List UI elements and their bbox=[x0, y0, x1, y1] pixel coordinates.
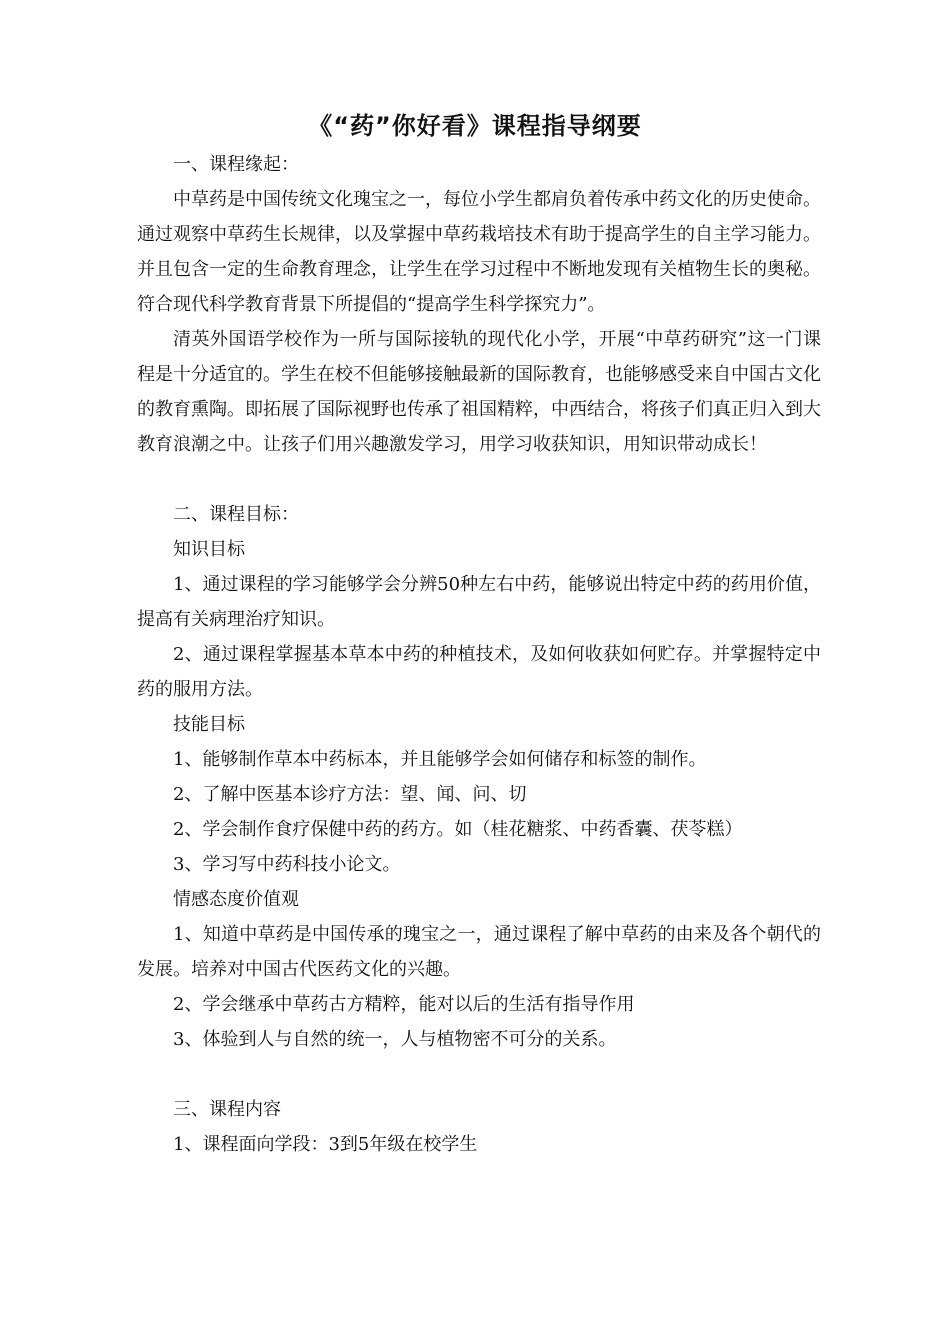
list-item: 1、通过课程的学习能够学会分辨50种左右中药，能够说出特定中药的药用价值，提高有关病理治疗知识。 bbox=[137, 574, 821, 630]
list-item: 3、学习写中药科技小论文。 bbox=[173, 854, 401, 875]
list-item: 2、学会继承中草药古方精粹，能对以后的生活有指导作用 bbox=[173, 994, 635, 1015]
list-item: 3、体验到人与自然的统一，人与植物密不可分的关系。 bbox=[173, 1029, 617, 1050]
section-heading-goals: 二、课程目标： bbox=[173, 504, 299, 525]
subheading-knowledge-goals: 知识目标 bbox=[173, 539, 245, 560]
subheading-emotion-values: 情感态度价值观 bbox=[173, 889, 299, 910]
list-item: 1、知道中草药是中国传承的瑰宝之一，通过课程了解中草药的由来及各个朝代的发展。培养对中国古代医药文化的兴趣。 bbox=[137, 924, 821, 980]
list-item: 1、能够制作草本中药标本，并且能够学会如何储存和标签的制作。 bbox=[173, 749, 707, 770]
document-title: 《“药”你好看》课程指导纲要 bbox=[308, 112, 642, 140]
origin-paragraph: 中草药是中国传统文化瑰宝之一，每位小学生都肩负着传承中药文化的历史使命。通过观察中草药生长规律，以及掌握中草药栽培技术有助于提高学生的自主学习能力。并且包含一定的生命教育理念，让学生在学习过程中不断地发现有关植物生长的奥秘。符合现代科学教育背景下所提倡的“提高学生科学探究力”。 bbox=[137, 189, 821, 315]
list-item: 1、课程面向学段：3到5年级在校学生 bbox=[173, 1134, 478, 1155]
blank-line bbox=[137, 462, 821, 497]
section-heading-content: 三、课程内容 bbox=[173, 1099, 281, 1120]
list-item: 2、学会制作食疗保健中药的药方。如（桂花糖浆、中药香囊、茯苓糕） bbox=[173, 819, 743, 840]
blank-line bbox=[137, 1057, 821, 1092]
document-body bbox=[137, 147, 821, 1162]
list-item: 2、通过课程掌握基本草本中药的种植技术，及如何收获如何贮存。并掌握特定中药的服用方法。 bbox=[137, 644, 821, 700]
subheading-skill-goals: 技能目标 bbox=[173, 714, 245, 735]
section-heading-origin: 一、课程缘起： bbox=[173, 154, 299, 175]
origin-paragraph: 清英外国语学校作为一所与国际接轨的现代化小学，开展“中草药研究”这一门课程是十分适宜的。学生在校不但能够接触最新的国际教育，也能够感受来自中国古文化的教育熏陶。即拓展了国际视野也传承了祖国精粹，中西结合，将孩子们真正归入到大教育浪潮之中。让孩子们用兴趣激发学习，用学习收获知识，用知识带动成长！ bbox=[137, 329, 821, 455]
list-item: 2、了解中医基本诊疗方法：望、闻、问、切 bbox=[173, 784, 527, 805]
